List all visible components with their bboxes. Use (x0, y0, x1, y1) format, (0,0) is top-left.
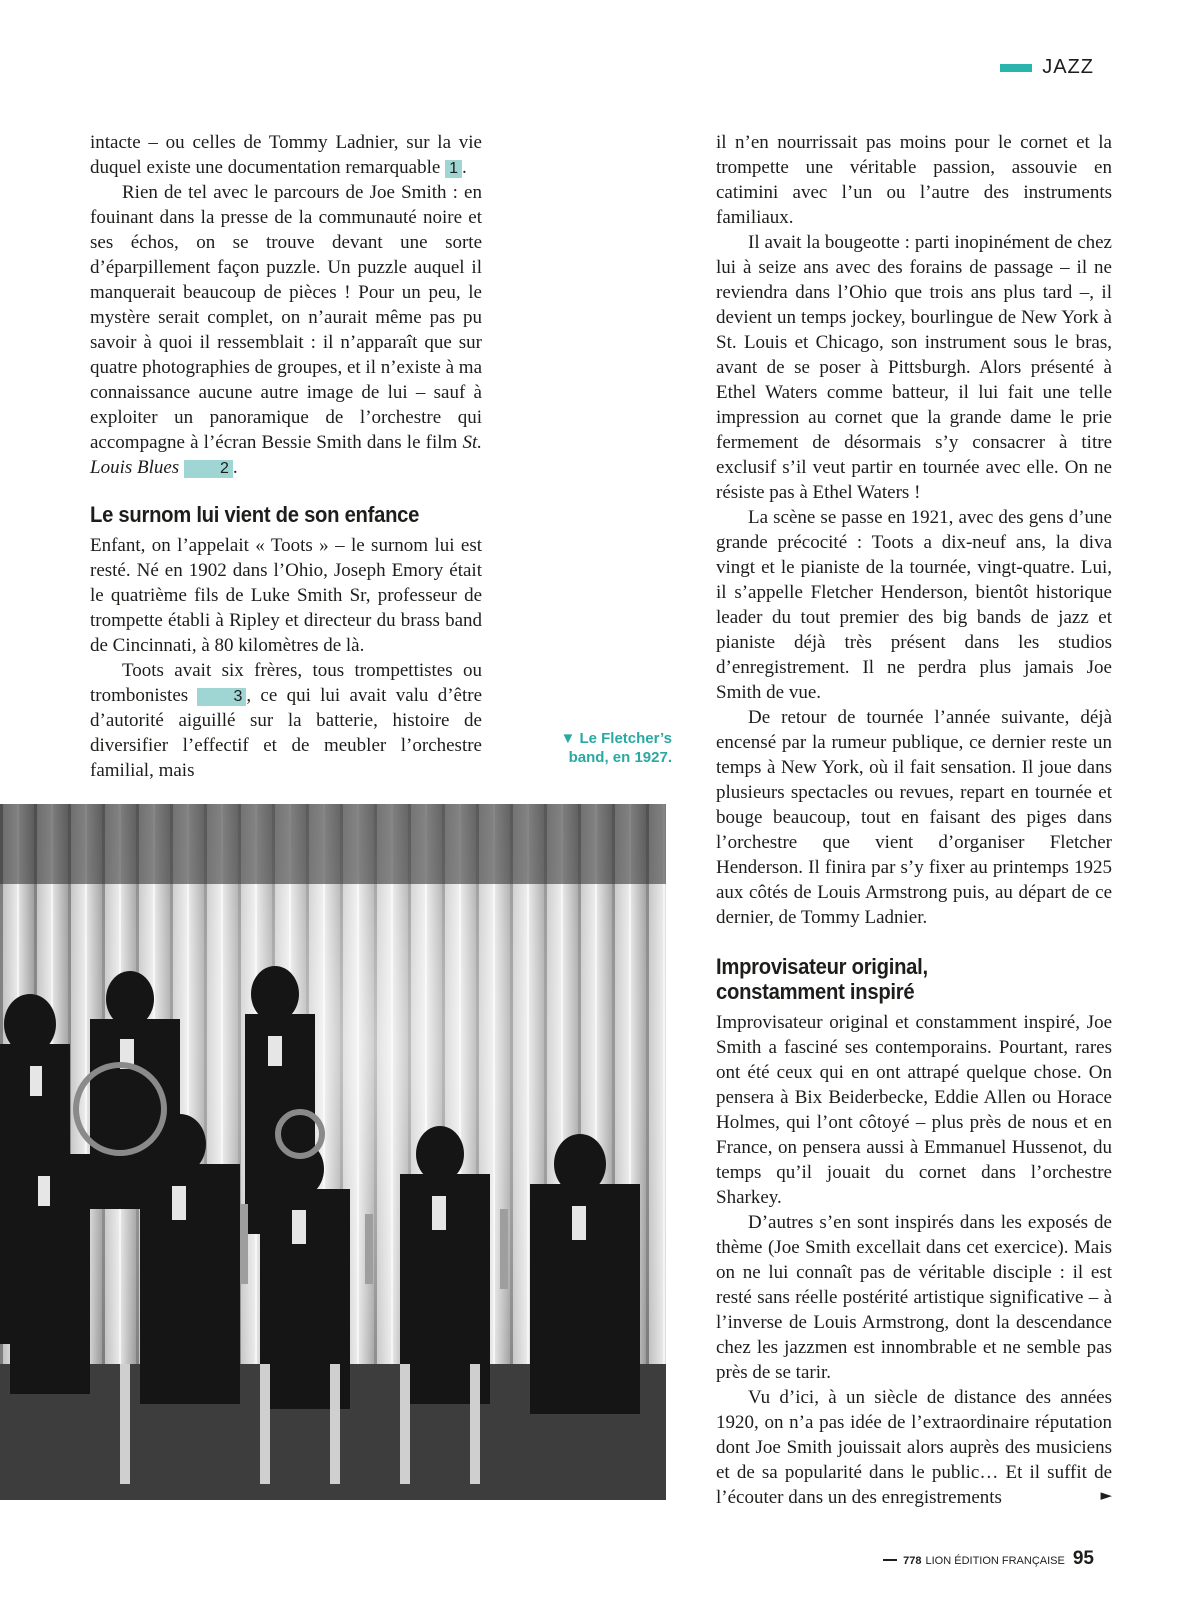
band-photo-icon (0, 804, 666, 1500)
issue-number: 778 (903, 1555, 922, 1567)
paragraph: D’autres s’en sont inspirés dans les exposés de thème (Joe Smith excellait dans cet exercice). Mais on ne lui connaît pas de véritable disciple : il est resté sans réelle postérité artistique significative – à l’inverse de Louis Armstrong, dont la descendance chez les jazzmen est innombrable et ne semble pas près de se tarir. (716, 1212, 1112, 1383)
paragraph: La scène se passe en 1921, avec des gens d’une grande précocité : Toots a dix-neuf ans, la diva vingt et le pianiste de la tournée, vingt-quatre. Lui, il s’appelle Fletcher Henderson, bientôt historique leader du tout premier des big bands de jazz et pianiste déjà très présent dans les studios d’enregistrement. Il ne perdra plus jamais Joe Smith de vue. (716, 507, 1112, 703)
footnote-ref[interactable]: 3 (197, 688, 246, 706)
paragraph (90, 130, 482, 180)
paragraph-text: Rien de tel avec le parcours de Joe Smith : en fouinant dans la presse de la communauté noire et ses échos, on se trouve devant une sorte d’éparpillement façon puzzle. Un puzzle auquel il manquerait beaucoup de pièces ! Pour un peu, le mystère serait complet, on n’aurait même pas pu savoir à quoi il ressemblait : il n’apparaît que sur quatre photographies de groupes, et il n’existe à ma connaissance aucune autre image de lui – sauf à exploiter un panoramique de l’orchestre qui accompagne à l’écran Bessie Smith dans le film (90, 182, 483, 453)
paragraph: De retour de tournée l’année suivante, déjà encensé par la rumeur publique, ce dernier reste un temps à New York, où il fait sensation. Il joue dans plusieurs spectacles ou revues, repart en tournée et bouge beaucoup, tout en faisant des piges dans l’orchestre que vient d’organiser Fletcher Henderson. Il finira par s’y fixer au printemps 1925 aux côtés de Louis Armstrong puis, au départ de ce dernier, de Tommy Ladnier. (716, 707, 1112, 928)
footnote-ref[interactable]: 2 (184, 460, 233, 478)
footnote-ref[interactable]: 1 (445, 160, 462, 178)
band-photo (0, 804, 666, 1500)
footer-dash (883, 1559, 897, 1561)
left-column (90, 130, 482, 783)
section-tag (1000, 56, 1094, 79)
page-number: 95 (1072, 1548, 1094, 1569)
paragraph-text: , ce qui lui avait valu d’être d’autorité aiguillé sur la batterie, histoire de diversifier l’effectif et de meubler l’orchestre familial, mais (90, 685, 483, 781)
continue-arrow-icon: ► (1100, 1486, 1112, 1504)
section-heading (716, 954, 1080, 1004)
punctuation: . (232, 457, 238, 478)
paragraph: Il avait la bougeotte : parti inopinément de chez lui à seize ans avec des forains de passage – il ne reviendra dans l’Ohio que trois ans plus tard –, il devient un temps jockey, bourlingue de New York à St. Louis et Chicago, son instrument sous le bras, avant de se poser à Pittsburgh. Alors présenté à Ethel Waters comme batteur, il lui fait une telle impression au cornet que la grande dame le prie fermement de désormais s’y consacrer à titre exclusif s’il veut partir en tournée avec elle. On ne résiste pas à Ethel Waters ! (716, 232, 1112, 503)
paragraph: Enfant, on l’appelait « Toots » – le surnom lui est resté. Né en 1902 dans l’Ohio, Joseph Emory était le quatrième fils de Luke Smith Sr, professeur de trompette établi à Ripley et directeur du brass band de Cincinnati, à 80 kilomètres de là. (90, 535, 482, 656)
film-title: St. Louis Blues (90, 432, 483, 478)
section-heading: Le surnom lui vient de son enfance (90, 502, 420, 527)
punctuation: . (461, 157, 467, 178)
section-label: JAZZ (1042, 56, 1094, 78)
caption-line: band, en 1927. (568, 749, 672, 766)
photo-caption (548, 729, 672, 767)
paragraph: Improvisateur original et constamment inspiré, Joe Smith a fasciné ses contemporains. Pourtant, rares ont été ceux qui en ont attrapé quelque chose. On pensera à Bix Beiderbecke, Eddie Allen ou Horace Holmes, qui l’ont côtoyé – plus près de nous et en France, on pensera aussi à Emmanuel Hussenot, du temps qu’il jouait du cornet dans l’orchestre Sharkey. (716, 1012, 1112, 1208)
paragraph: Vu d’ici, à un siècle de distance des années 1920, on n’a pas idée de l’extraordinaire réputation dont Joe Smith jouissait alors auprès des musiciens et de sa popularité dans le public… Et il suffit de l’écouter dans un des enregistrements (716, 1387, 1112, 1508)
caption-line: ▼ Le Fletcher’s (560, 730, 672, 747)
paragraph (90, 180, 482, 480)
paragraph-text: intacte – ou celles de Tommy Ladnier, sur la vie duquel existe une documentation remarquable (90, 132, 482, 178)
page-footer (883, 1548, 1094, 1570)
paragraph-text: Toots avait six frères, tous trompettistes ou trombonistes (90, 660, 482, 706)
publication-name: LION ÉDITION FRANÇAISE (925, 1555, 1065, 1567)
heading-line: Improvisateur original, (716, 954, 928, 979)
section-accent-bar (1000, 64, 1032, 72)
right-column (716, 130, 1112, 1510)
paragraph (90, 658, 482, 783)
paragraph: il n’en nourrissait pas moins pour le cornet et la trompette une véritable passion, assouvie en catimini avec l’un ou l’autre des instruments familiaux. (716, 132, 1112, 228)
heading-line: constamment inspiré (716, 979, 915, 1004)
